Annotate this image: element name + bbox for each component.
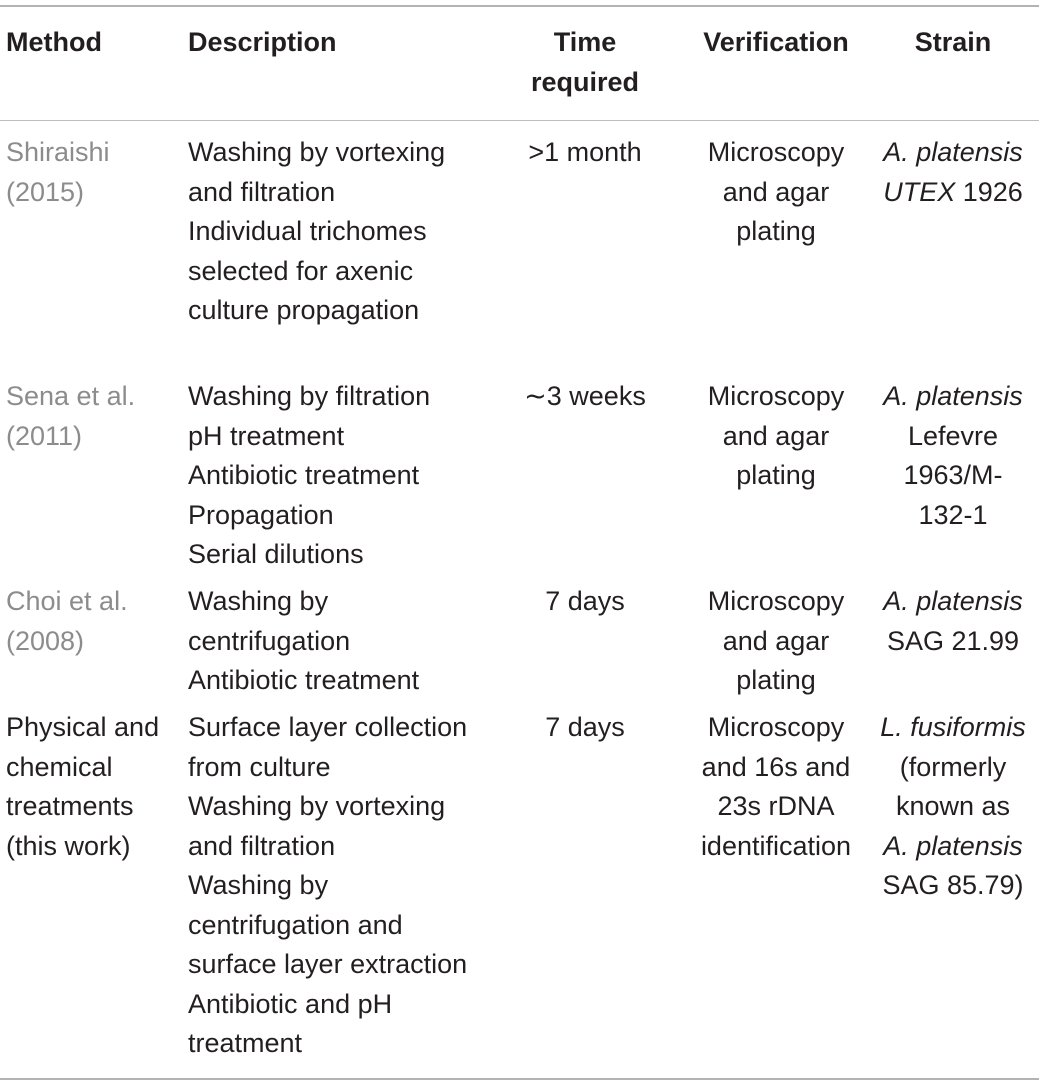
table-bottom-rule [0, 1078, 1039, 1080]
row-2-verification: Microscopy and agar plating [707, 381, 845, 490]
row-3-description: Washing by centrifugation Antibiotic treatment [188, 586, 420, 695]
row-4-time: 7 days [545, 712, 625, 742]
header-method: Method [6, 27, 102, 57]
row-1-time: >1 month [528, 137, 642, 167]
row-3-verification: Microscopy and agar plating [707, 586, 845, 695]
row-3-time: 7 days [545, 586, 625, 616]
row-3-method: Choi et al. (2008) [6, 586, 128, 656]
row-4-description: Surface layer collection from culture Washing by vortexing and filtration Washing by centrifugation and surface layer extraction Antibiotic and pH treatment [188, 712, 468, 1058]
header-description: Description [188, 27, 337, 57]
row-4-strain: L. fusiformis (formerly known as A. platensis SAG 85.79) [880, 712, 1026, 900]
row-2-strain: A. platensis Lefevre 1963/M- 132-1 [883, 381, 1023, 530]
header-time-required: Time required [530, 27, 640, 97]
row-1-description: Washing by vortexing and filtration Individual trichomes selected for axenic culture propagation [188, 137, 446, 325]
row-2-time: ∼3 weeks [524, 381, 646, 411]
row-1-verification: Microscopy and agar plating [707, 137, 845, 246]
header-rule [0, 120, 1039, 121]
header-strain: Strain [914, 27, 992, 57]
row-1-strain: A. platensis UTEX 1926 [883, 137, 1023, 207]
row-4-verification: Microscopy and 16s and 23s rDNA identification [700, 712, 852, 861]
row-1-method: Shiraishi (2015) [6, 137, 110, 207]
row-2-description: Washing by filtration pH treatment Antibiotic treatment Propagation Serial dilutions [188, 381, 431, 569]
row-2-method: Sena et al. (2011) [6, 381, 136, 451]
header-verification: Verification [703, 27, 849, 57]
row-3-strain: A. platensis SAG 21.99 [883, 586, 1023, 656]
row-4-method: Physical and chemical treatments (this work) [6, 712, 160, 861]
table-top-rule [0, 5, 1039, 7]
